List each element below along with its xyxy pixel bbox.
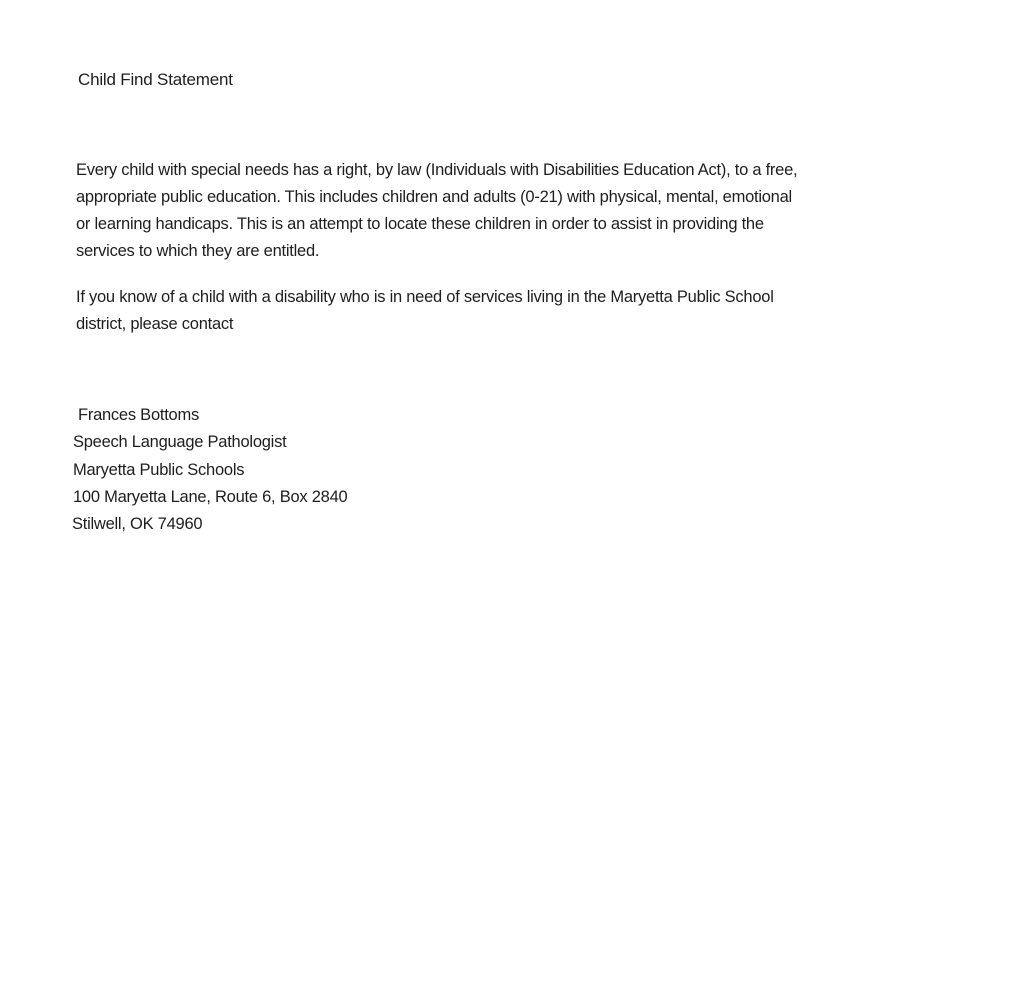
contact-organization: Maryetta Public Schools bbox=[73, 461, 245, 479]
paragraph-line: If you know of a child with a disability who is in need of services living in the Maryetta Public School bbox=[76, 288, 774, 306]
paragraph-line: or learning handicaps. This is an attempt to locate these children in order to assist in providing the bbox=[76, 215, 764, 233]
paragraph-line: appropriate public education. This includes children and adults (0-21) with physical, mental, emotional bbox=[76, 188, 792, 206]
document-title: Child Find Statement bbox=[78, 70, 233, 89]
paragraph-line: Every child with special needs has a right, by law (Individuals with Disabilities Education Act), to a free, bbox=[76, 161, 798, 179]
contact-city-state-zip: Stilwell, OK 74960 bbox=[72, 515, 203, 533]
contact-address: 100 Maryetta Lane, Route 6, Box 2840 bbox=[73, 488, 348, 506]
paragraph-line: district, please contact bbox=[76, 315, 234, 333]
paragraph-line: services to which they are entitled. bbox=[76, 242, 320, 260]
contact-role: Speech Language Pathologist bbox=[73, 433, 287, 451]
contact-name: Frances Bottoms bbox=[78, 406, 199, 424]
